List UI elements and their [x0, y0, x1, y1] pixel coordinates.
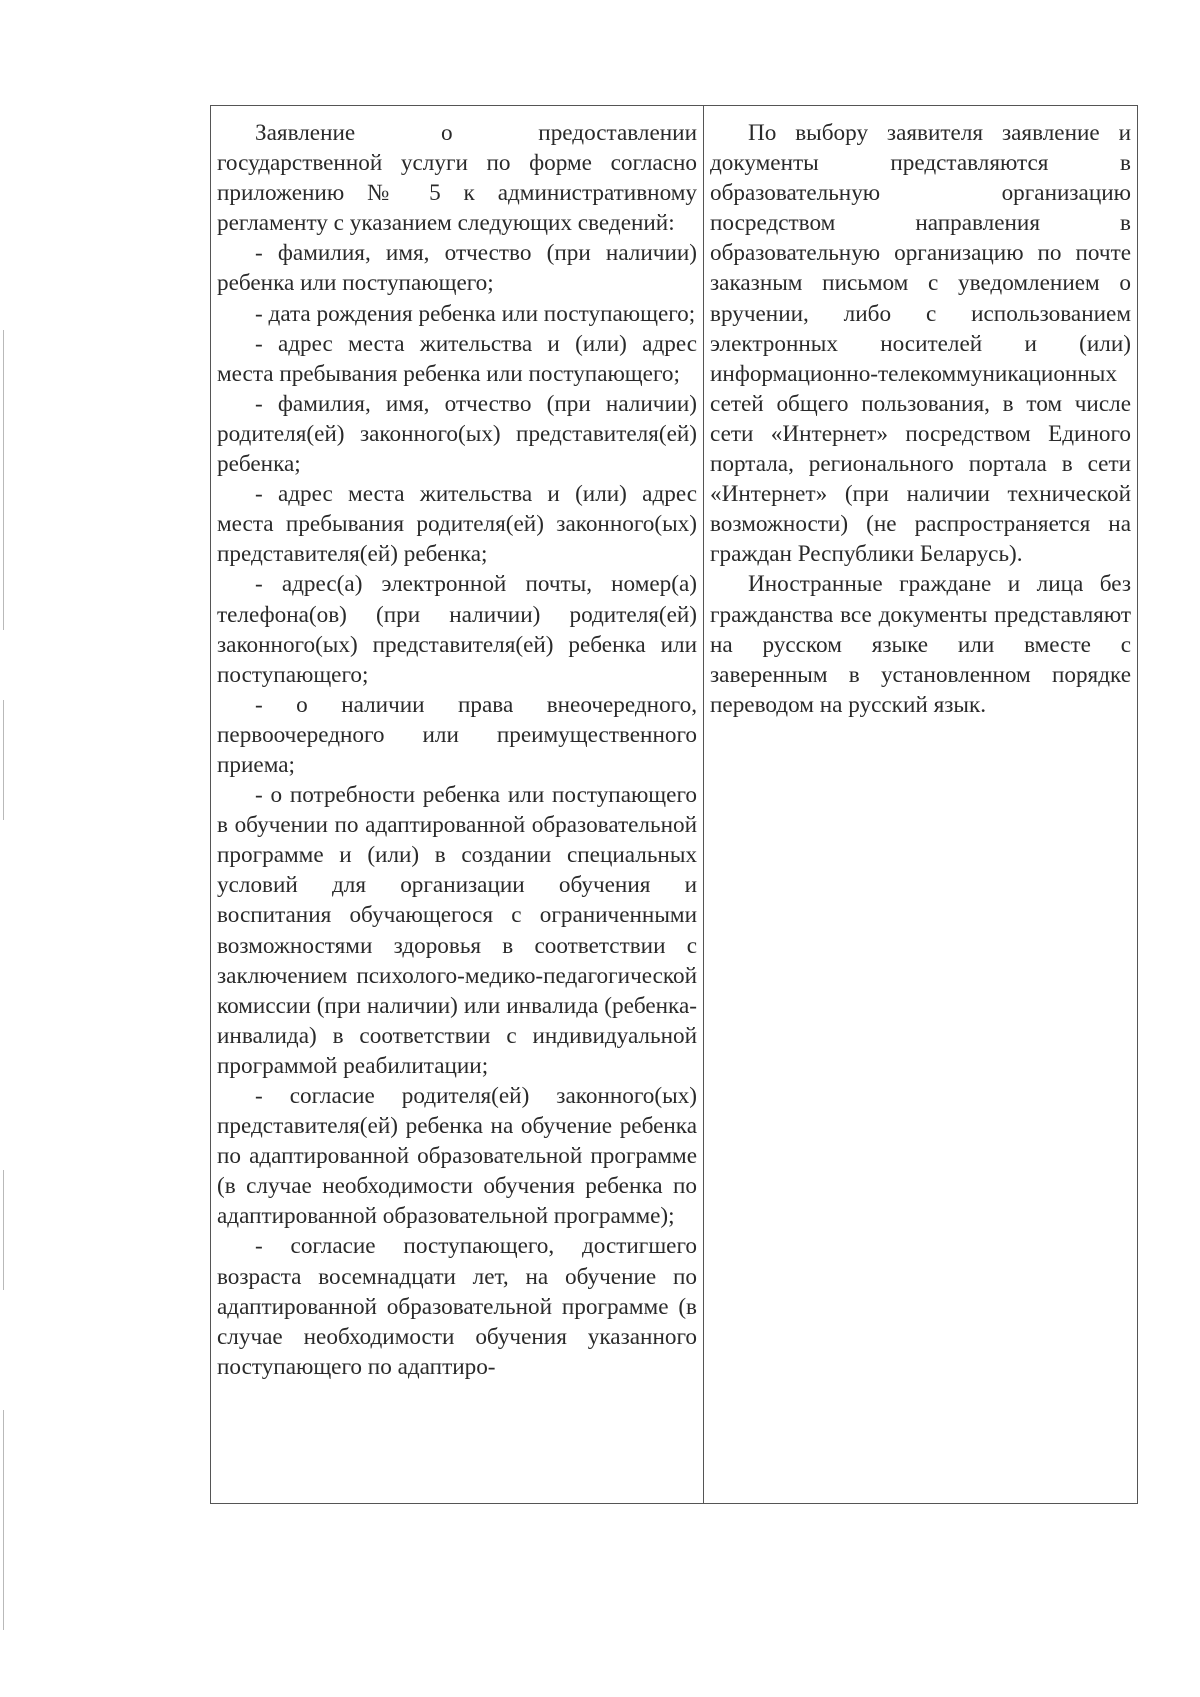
- paragraph: Иностранные граждане и лица без гражданства все документы представляют на русском языке или вместе с заверенным в установленном порядке переводом на русский язык.: [710, 571, 1131, 718]
- paragraph: - о потребности ребенка или поступающего в обучении по адаптированной образовательной программе и (или) в создании специальных условий для организации обучения и воспитания обучающегося с ограниченными возможностями здоровья в соответствии с заключением психолого-медико-педагогической комиссии (при наличии) или инвалида (ребенка-инвалида) в соответствии с индивидуальной программой реабилитации;: [217, 782, 697, 1079]
- scan-artifact: [3, 1170, 4, 1290]
- scan-artifact: [3, 700, 4, 820]
- document-table: [210, 105, 1138, 1504]
- table-cell-left: [211, 106, 704, 1503]
- paragraph: - фамилия, имя, отчество (при наличии) родителя(ей) законного(ых) представителя(ей) ребенка;: [217, 390, 697, 478]
- paragraph: - о наличии права внеочередного, первоочередного или преимущественного приема;: [217, 691, 697, 778]
- paragraph: Заявление о предоставлении государственной услуги по форме согласно приложению № 5 к административному регламенту с указанием следующих сведений:: [217, 120, 697, 237]
- paragraph: - согласие поступающего, достигшего возраста восемнадцати лет, на обучение по адаптированной образовательной программе (в случае необходимости обучения указанного поступающего по адаптиро-: [217, 1233, 697, 1380]
- table-cell-right: [704, 106, 1137, 1503]
- scan-artifact: [3, 1410, 4, 1630]
- paragraph: - фамилия, имя, отчество (при наличии) ребенка или поступающего;: [217, 240, 697, 297]
- paragraph: - согласие родителя(ей) законного(ых) представителя(ей) ребенка на обучение ребенка по адаптированной образовательной программе (в случае необходимости обучения ребенка по адаптированной образовательной программе);: [217, 1083, 697, 1230]
- scan-artifact: [3, 330, 4, 630]
- paragraph: - дата рождения ребенка или поступающего;: [255, 300, 696, 327]
- paragraph: По выбору заявителя заявление и документы представляются в образовательную организацию посредством направления в образовательную организацию по почте заказным письмом с уведомлением о вручении, либо с использованием электронных носителей и (или) информационно-телекоммуникационных сетей общего пользования, в том числе сети «Интернет» посредством Единого портала, регионального портала в сети «Интернет» (при наличии технической возможности) (не распространяется на граждан Республики Беларусь).: [710, 120, 1131, 568]
- paragraph: - адрес места жительства и (или) адрес места пребывания ребенка или поступающего;: [217, 330, 697, 387]
- paragraph: - адрес(а) электронной почты, номер(а) телефона(ов) (при наличии) родителя(ей) законного(ых) представителя(ей) ребенка или поступающего;: [217, 571, 697, 688]
- paragraph: - адрес места жительства и (или) адрес места пребывания родителя(ей) законного(ых) представителя(ей) ребенка;: [217, 481, 697, 568]
